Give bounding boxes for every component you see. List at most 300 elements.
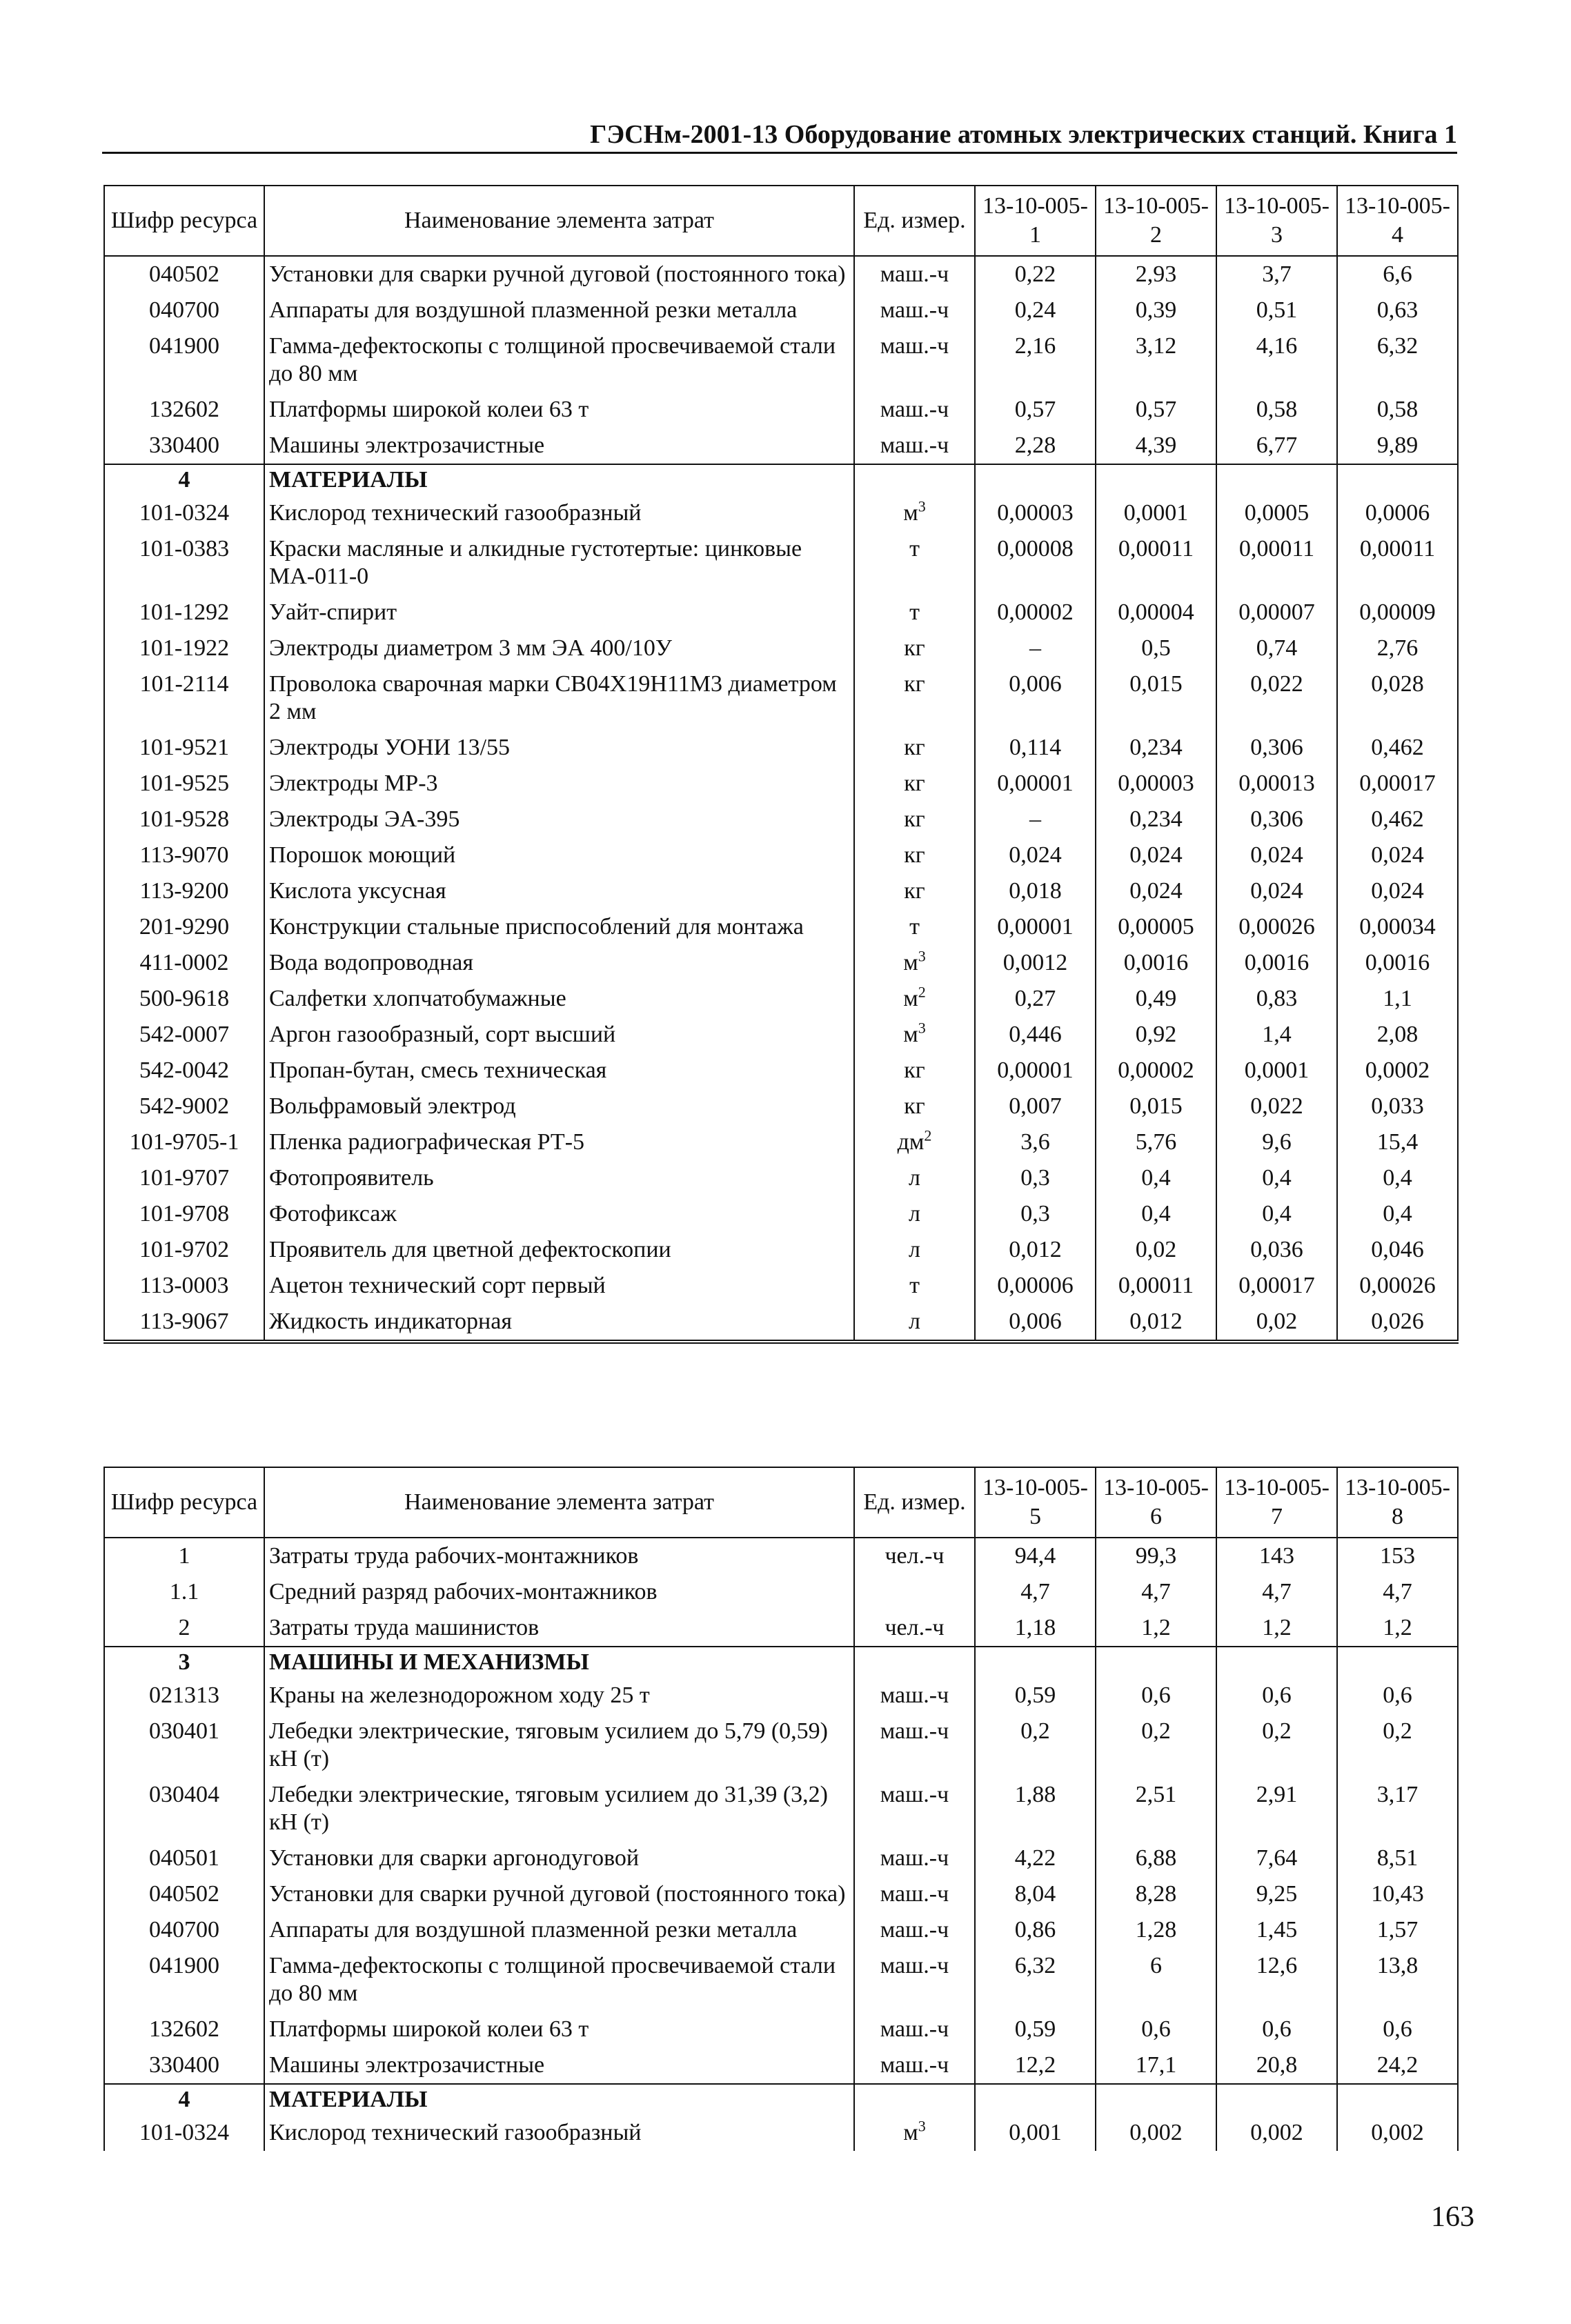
norm-value: 0,00011 xyxy=(1096,1268,1216,1304)
unit-text: маш.-ч xyxy=(880,2016,949,2042)
unit-text: чел.-ч xyxy=(885,1615,945,1640)
unit-text: кг xyxy=(904,735,925,760)
unit-text: т xyxy=(909,599,920,625)
resource-code: 101-0324 xyxy=(104,2115,264,2151)
norm-value: – xyxy=(975,630,1096,666)
unit-cell xyxy=(854,328,975,392)
norm-value: 4,7 xyxy=(1337,1574,1458,1610)
resource-name: Машины электрозачистные xyxy=(264,2047,854,2084)
norm-value: 0,59 xyxy=(975,1678,1096,1714)
norm-value: 3,6 xyxy=(975,1124,1096,1160)
norm-value: 0,022 xyxy=(1216,1089,1337,1124)
unit-cell xyxy=(854,666,975,730)
table-row xyxy=(104,2012,1458,2047)
resource-code: 113-0003 xyxy=(104,1268,264,1304)
resource-name: Затраты труда рабочих-монтажников xyxy=(264,1538,854,1574)
norm-value: 0,015 xyxy=(1096,666,1216,730)
norm-value: 1,2 xyxy=(1096,1610,1216,1647)
resource-code: 113-9070 xyxy=(104,837,264,873)
unit-text: маш.-ч xyxy=(880,2052,949,2078)
norm-value: 0,002 xyxy=(1216,2115,1337,2151)
norm-value: 0,006 xyxy=(975,666,1096,730)
norm-value: 0,00017 xyxy=(1216,1268,1337,1304)
resource-name: Уайт-спирит xyxy=(264,595,854,630)
header-norm-4: 13-10-005-4 xyxy=(1337,186,1458,256)
resource-name: Электроды УОНИ 13/55 xyxy=(264,730,854,766)
header-code: Шифр ресурса xyxy=(104,1467,264,1538)
unit-text: кг xyxy=(904,635,925,661)
norm-value: 2,76 xyxy=(1337,630,1458,666)
resource-code: 041900 xyxy=(104,328,264,392)
unit-exponent: 2 xyxy=(924,1126,932,1144)
resource-code: 101-1292 xyxy=(104,595,264,630)
resource-name: Вода водопроводная xyxy=(264,945,854,981)
table-row xyxy=(104,1053,1458,1089)
norm-value: 0,024 xyxy=(1096,837,1216,873)
resource-name: Электроды МР-3 xyxy=(264,766,854,802)
norm-value: 24,2 xyxy=(1337,2047,1458,2084)
unit-cell xyxy=(854,531,975,595)
norm-value: 0,3 xyxy=(975,1160,1096,1196)
norm-value: 0,446 xyxy=(975,1017,1096,1053)
table-row xyxy=(104,1196,1458,1232)
unit-text: кг xyxy=(904,771,925,796)
unit-cell xyxy=(854,1089,975,1124)
unit-text: т xyxy=(909,914,920,940)
header-name: Наименование элемента затрат xyxy=(264,186,854,256)
norm-value: 0,00011 xyxy=(1337,531,1458,595)
norm-value: 153 xyxy=(1337,1538,1458,1574)
unit-cell xyxy=(854,1268,975,1304)
norm-value: 1,4 xyxy=(1216,1017,1337,1053)
table-row xyxy=(104,1610,1458,1647)
table-row xyxy=(104,1948,1458,2012)
unit-exponent: 2 xyxy=(918,983,926,1001)
empty-cell xyxy=(1216,464,1337,495)
norm-value: 0,234 xyxy=(1096,730,1216,766)
unit-cell xyxy=(854,837,975,873)
resource-code: 201-9290 xyxy=(104,909,264,945)
resource-name: Установки для сварки ручной дуговой (постоянного тока) xyxy=(264,256,854,292)
norm-value: 0,00002 xyxy=(975,595,1096,630)
norm-value: 0,00003 xyxy=(1096,766,1216,802)
table-row xyxy=(104,1777,1458,1840)
empty-cell xyxy=(1337,2084,1458,2115)
norm-value: 0,00001 xyxy=(975,1053,1096,1089)
norm-value: 0,024 xyxy=(1337,873,1458,909)
norm-value: 143 xyxy=(1216,1538,1337,1574)
unit-text: кг xyxy=(904,1057,925,1083)
norm-value: 0,4 xyxy=(1096,1196,1216,1232)
table-row xyxy=(104,428,1458,464)
norm-value: 3,12 xyxy=(1096,328,1216,392)
resource-code: 411-0002 xyxy=(104,945,264,981)
norm-value: 0,0006 xyxy=(1337,495,1458,531)
unit-cell xyxy=(854,873,975,909)
resource-name: Кислород технический газообразный xyxy=(264,2115,854,2151)
unit-text: л xyxy=(909,1309,920,1334)
table-row xyxy=(104,1912,1458,1948)
norm-value: 0,00006 xyxy=(975,1268,1096,1304)
unit-text: м xyxy=(903,986,918,1011)
resource-table-2 xyxy=(103,1467,1459,2151)
unit-cell xyxy=(854,1304,975,1342)
resource-name: Конструкции стальные приспособлений для монтажа xyxy=(264,909,854,945)
unit-cell xyxy=(854,1610,975,1647)
resource-code: 4 xyxy=(104,464,264,495)
norm-value: 0,24 xyxy=(975,292,1096,328)
norm-value: 0,0001 xyxy=(1096,495,1216,531)
norm-value: 0,012 xyxy=(975,1232,1096,1268)
unit-cell xyxy=(854,730,975,766)
norm-value: 2,28 xyxy=(975,428,1096,464)
section-title: МАТЕРИАЛЫ xyxy=(264,2084,854,2115)
norm-value: 0,4 xyxy=(1216,1160,1337,1196)
resource-code: 542-0007 xyxy=(104,1017,264,1053)
norm-value: 0,00009 xyxy=(1337,595,1458,630)
norm-value: 0,018 xyxy=(975,873,1096,909)
empty-cell xyxy=(975,1647,1096,1678)
resource-code: 101-9707 xyxy=(104,1160,264,1196)
norm-value: 0,02 xyxy=(1096,1232,1216,1268)
header-norm-4: 13-10-005-8 xyxy=(1337,1467,1458,1538)
norm-value: 0,00017 xyxy=(1337,766,1458,802)
unit-text: маш.-ч xyxy=(880,433,949,458)
table-row xyxy=(104,873,1458,909)
norm-value: 0,015 xyxy=(1096,1089,1216,1124)
section-title: МАШИНЫ И МЕХАНИЗМЫ xyxy=(264,1647,854,1678)
table-header-row xyxy=(104,186,1458,256)
norm-value: 4,22 xyxy=(975,1840,1096,1876)
unit-cell xyxy=(854,766,975,802)
unit-cell xyxy=(854,1196,975,1232)
resource-name: Аргон газообразный, сорт высший xyxy=(264,1017,854,1053)
unit-text: маш.-ч xyxy=(880,1953,949,1978)
unit-text: маш.-ч xyxy=(880,1718,949,1744)
norm-value: 0,0016 xyxy=(1337,945,1458,981)
resource-code: 041900 xyxy=(104,1948,264,2012)
resource-name: Краны на железнодорожном ходу 25 т xyxy=(264,1678,854,1714)
table-row xyxy=(104,1678,1458,1714)
norm-value: 1,2 xyxy=(1216,1610,1337,1647)
header-norm-2: 13-10-005-2 xyxy=(1096,186,1216,256)
unit-cell xyxy=(854,802,975,837)
norm-value: 0,4 xyxy=(1216,1196,1337,1232)
norm-value: 0,49 xyxy=(1096,981,1216,1017)
unit-text: т xyxy=(909,1273,920,1298)
empty-cell xyxy=(854,1647,975,1678)
norm-value: 0,0016 xyxy=(1216,945,1337,981)
norm-value: 0,4 xyxy=(1337,1160,1458,1196)
resource-name: Порошок моющий xyxy=(264,837,854,873)
resource-name: Электроды ЭА-395 xyxy=(264,802,854,837)
header-code: Шифр ресурса xyxy=(104,186,264,256)
resource-table-1 xyxy=(103,185,1459,1344)
unit-cell xyxy=(854,1678,975,1714)
norm-value: 94,4 xyxy=(975,1538,1096,1574)
unit-cell xyxy=(854,1160,975,1196)
unit-exponent: 3 xyxy=(918,2117,926,2135)
norm-value: 7,64 xyxy=(1216,1840,1337,1876)
norm-value: 8,28 xyxy=(1096,1876,1216,1912)
unit-text: т xyxy=(909,536,920,562)
norm-value: 0,2 xyxy=(975,1714,1096,1777)
unit-text: кг xyxy=(904,878,925,904)
norm-value: 1,28 xyxy=(1096,1912,1216,1948)
norm-value: 0,001 xyxy=(975,2115,1096,2151)
norm-value: 1,57 xyxy=(1337,1912,1458,1948)
resource-code: 101-9708 xyxy=(104,1196,264,1232)
norm-value: 0,6 xyxy=(1096,2012,1216,2047)
section-title: МАТЕРИАЛЫ xyxy=(264,464,854,495)
table-row xyxy=(104,292,1458,328)
unit-text: маш.-ч xyxy=(880,1845,949,1871)
table-body xyxy=(104,1538,1458,2151)
unit-cell xyxy=(854,1714,975,1777)
norm-value: 6 xyxy=(1096,1948,1216,2012)
unit-text: м xyxy=(903,950,918,975)
unit-text: чел.-ч xyxy=(885,1543,945,1569)
norm-value: 0,462 xyxy=(1337,730,1458,766)
table-header-row xyxy=(104,1467,1458,1538)
norm-value: 0,57 xyxy=(1096,392,1216,428)
table-row xyxy=(104,595,1458,630)
empty-cell xyxy=(975,464,1096,495)
norm-value: 0,00007 xyxy=(1216,595,1337,630)
table-row xyxy=(104,837,1458,873)
norm-value: 0,00034 xyxy=(1337,909,1458,945)
unit-cell xyxy=(854,1948,975,2012)
norm-value: 1,18 xyxy=(975,1610,1096,1647)
norm-value: 0,00002 xyxy=(1096,1053,1216,1089)
resource-name: Пленка радиографическая РТ-5 xyxy=(264,1124,854,1160)
table-row xyxy=(104,531,1458,595)
empty-cell xyxy=(1096,1647,1216,1678)
norm-value: 17,1 xyxy=(1096,2047,1216,2084)
resource-code: 040502 xyxy=(104,256,264,292)
norm-value: 0,39 xyxy=(1096,292,1216,328)
resource-code: 101-9525 xyxy=(104,766,264,802)
norm-value: 0,74 xyxy=(1216,630,1337,666)
unit-cell xyxy=(854,495,975,531)
norm-value: 0,024 xyxy=(975,837,1096,873)
unit-text: м xyxy=(903,500,918,526)
norm-value: 0,6 xyxy=(1216,2012,1337,2047)
norm-value: 8,51 xyxy=(1337,1840,1458,1876)
unit-cell xyxy=(854,1912,975,1948)
norm-value: 0,00001 xyxy=(975,909,1096,945)
norm-value: 0,114 xyxy=(975,730,1096,766)
unit-text: маш.-ч xyxy=(880,1682,949,1708)
header-norm-2: 13-10-005-6 xyxy=(1096,1467,1216,1538)
norm-value: 0,234 xyxy=(1096,802,1216,837)
resource-code: 1 xyxy=(104,1538,264,1574)
norm-value: 12,2 xyxy=(975,2047,1096,2084)
unit-cell xyxy=(854,909,975,945)
unit-text: дм xyxy=(897,1129,925,1155)
norm-value: 2,16 xyxy=(975,328,1096,392)
norm-value: 2,51 xyxy=(1096,1777,1216,1840)
norm-value: 1,88 xyxy=(975,1777,1096,1840)
resource-code: 101-9528 xyxy=(104,802,264,837)
unit-cell xyxy=(854,1538,975,1574)
resource-code: 040700 xyxy=(104,292,264,328)
resource-code: 040700 xyxy=(104,1912,264,1948)
resource-code: 101-9705-1 xyxy=(104,1124,264,1160)
table-row xyxy=(104,909,1458,945)
resource-code: 101-9702 xyxy=(104,1232,264,1268)
header-unit: Ед. измер. xyxy=(854,186,975,256)
norm-value: 0,0002 xyxy=(1337,1053,1458,1089)
table-row xyxy=(104,2047,1458,2084)
norm-value: 0,007 xyxy=(975,1089,1096,1124)
table-body xyxy=(104,256,1458,1342)
empty-cell xyxy=(1096,464,1216,495)
unit-cell xyxy=(854,392,975,428)
norm-value: 0,6 xyxy=(1337,1678,1458,1714)
resource-name: Проволока сварочная марки СВ04Х19Н11М3 диаметром 2 мм xyxy=(264,666,854,730)
norm-value: 0,00005 xyxy=(1096,909,1216,945)
unit-cell xyxy=(854,630,975,666)
section-row xyxy=(104,1647,1458,1678)
norm-value: 0,0012 xyxy=(975,945,1096,981)
unit-cell xyxy=(854,1124,975,1160)
header-norm-1: 13-10-005-5 xyxy=(975,1467,1096,1538)
page-header: ГЭСНм-2001-13 Оборудование атомных электрических станций. Книга 1 xyxy=(102,119,1457,154)
resource-name: Машины электрозачистные xyxy=(264,428,854,464)
resource-code: 113-9200 xyxy=(104,873,264,909)
resource-code: 4 xyxy=(104,2084,264,2115)
unit-text: маш.-ч xyxy=(880,1782,949,1807)
norm-value: 15,4 xyxy=(1337,1124,1458,1160)
table-row xyxy=(104,1304,1458,1342)
table-row xyxy=(104,1268,1458,1304)
norm-value: 0,036 xyxy=(1216,1232,1337,1268)
norm-value: 0,2 xyxy=(1337,1714,1458,1777)
norm-value: 13,8 xyxy=(1337,1948,1458,2012)
empty-cell xyxy=(1337,1647,1458,1678)
norm-value: 0,00026 xyxy=(1337,1268,1458,1304)
norm-value: 0,51 xyxy=(1216,292,1337,328)
empty-cell xyxy=(1216,1647,1337,1678)
norm-value: 10,43 xyxy=(1337,1876,1458,1912)
norm-value: 0,22 xyxy=(975,256,1096,292)
resource-code: 030404 xyxy=(104,1777,264,1840)
resource-name: Фотофиксаж xyxy=(264,1196,854,1232)
norm-value: 0,026 xyxy=(1337,1304,1458,1342)
unit-text: л xyxy=(909,1237,920,1262)
resource-code: 542-9002 xyxy=(104,1089,264,1124)
norm-value: 0,002 xyxy=(1337,2115,1458,2151)
unit-text: л xyxy=(909,1165,920,1191)
norm-value: 0,58 xyxy=(1216,392,1337,428)
unit-cell xyxy=(854,981,975,1017)
header-unit: Ед. измер. xyxy=(854,1467,975,1538)
norm-value: 12,6 xyxy=(1216,1948,1337,2012)
resource-name: Кислород технический газообразный xyxy=(264,495,854,531)
unit-text: м xyxy=(903,1022,918,1047)
norm-value: 0,02 xyxy=(1216,1304,1337,1342)
resource-name: Фотопроявитель xyxy=(264,1160,854,1196)
unit-text: кг xyxy=(904,842,925,868)
norm-value: 4,7 xyxy=(1216,1574,1337,1610)
table-row xyxy=(104,1160,1458,1196)
unit-cell xyxy=(854,1017,975,1053)
norm-value: 0,2 xyxy=(1216,1714,1337,1777)
table-row xyxy=(104,256,1458,292)
norm-value: 1,2 xyxy=(1337,1610,1458,1647)
table-row xyxy=(104,1714,1458,1777)
unit-cell xyxy=(854,2012,975,2047)
norm-value: 0,2 xyxy=(1096,1714,1216,1777)
resource-code: 040501 xyxy=(104,1840,264,1876)
resource-code: 132602 xyxy=(104,392,264,428)
resource-name: Ацетон технический сорт первый xyxy=(264,1268,854,1304)
table-row xyxy=(104,1574,1458,1610)
norm-value: 0,58 xyxy=(1337,392,1458,428)
norm-value: 2,08 xyxy=(1337,1017,1458,1053)
unit-text: кг xyxy=(904,671,925,697)
norm-value: 0,306 xyxy=(1216,730,1337,766)
table-row xyxy=(104,1017,1458,1053)
unit-text: маш.-ч xyxy=(880,297,949,323)
norm-value: 0,022 xyxy=(1216,666,1337,730)
resource-code: 330400 xyxy=(104,428,264,464)
resource-name: Средний разряд рабочих-монтажников xyxy=(264,1574,854,1610)
table-row xyxy=(104,495,1458,531)
norm-value: 0,27 xyxy=(975,981,1096,1017)
unit-cell xyxy=(854,2047,975,2084)
norm-value: 0,024 xyxy=(1337,837,1458,873)
norm-value: 0,012 xyxy=(1096,1304,1216,1342)
resource-name: Пропан-бутан, смесь техническая xyxy=(264,1053,854,1089)
norm-value: 0,0016 xyxy=(1096,945,1216,981)
table-row xyxy=(104,1232,1458,1268)
norm-value: 0,5 xyxy=(1096,630,1216,666)
unit-text: маш.-ч xyxy=(880,333,949,359)
resource-code: 040502 xyxy=(104,1876,264,1912)
empty-cell xyxy=(854,464,975,495)
norm-value: 0,83 xyxy=(1216,981,1337,1017)
norm-value: 4,7 xyxy=(975,1574,1096,1610)
resource-name: Жидкость индикаторная xyxy=(264,1304,854,1342)
unit-text: л xyxy=(909,1201,920,1226)
header-norm-3: 13-10-005-3 xyxy=(1216,186,1337,256)
norm-value: 0,046 xyxy=(1337,1232,1458,1268)
header-name: Наименование элемента затрат xyxy=(264,1467,854,1538)
unit-cell xyxy=(854,256,975,292)
table-row xyxy=(104,1538,1458,1574)
table-row xyxy=(104,666,1458,730)
norm-value: 0,0001 xyxy=(1216,1053,1337,1089)
norm-value: 0,024 xyxy=(1096,873,1216,909)
norm-value: 0,306 xyxy=(1216,802,1337,837)
norm-value: 0,00003 xyxy=(975,495,1096,531)
resource-name: Кислота уксусная xyxy=(264,873,854,909)
unit-text: кг xyxy=(904,806,925,832)
unit-cell xyxy=(854,2115,975,2151)
norm-value: 8,04 xyxy=(975,1876,1096,1912)
table-row xyxy=(104,1876,1458,1912)
norm-value: 2,93 xyxy=(1096,256,1216,292)
table-row xyxy=(104,1089,1458,1124)
norm-value: – xyxy=(975,802,1096,837)
resource-name: Установки для сварки аргонодуговой xyxy=(264,1840,854,1876)
unit-cell xyxy=(854,1574,975,1610)
norm-value: 6,32 xyxy=(1337,328,1458,392)
table-row xyxy=(104,1124,1458,1160)
empty-cell xyxy=(1216,2084,1337,2115)
